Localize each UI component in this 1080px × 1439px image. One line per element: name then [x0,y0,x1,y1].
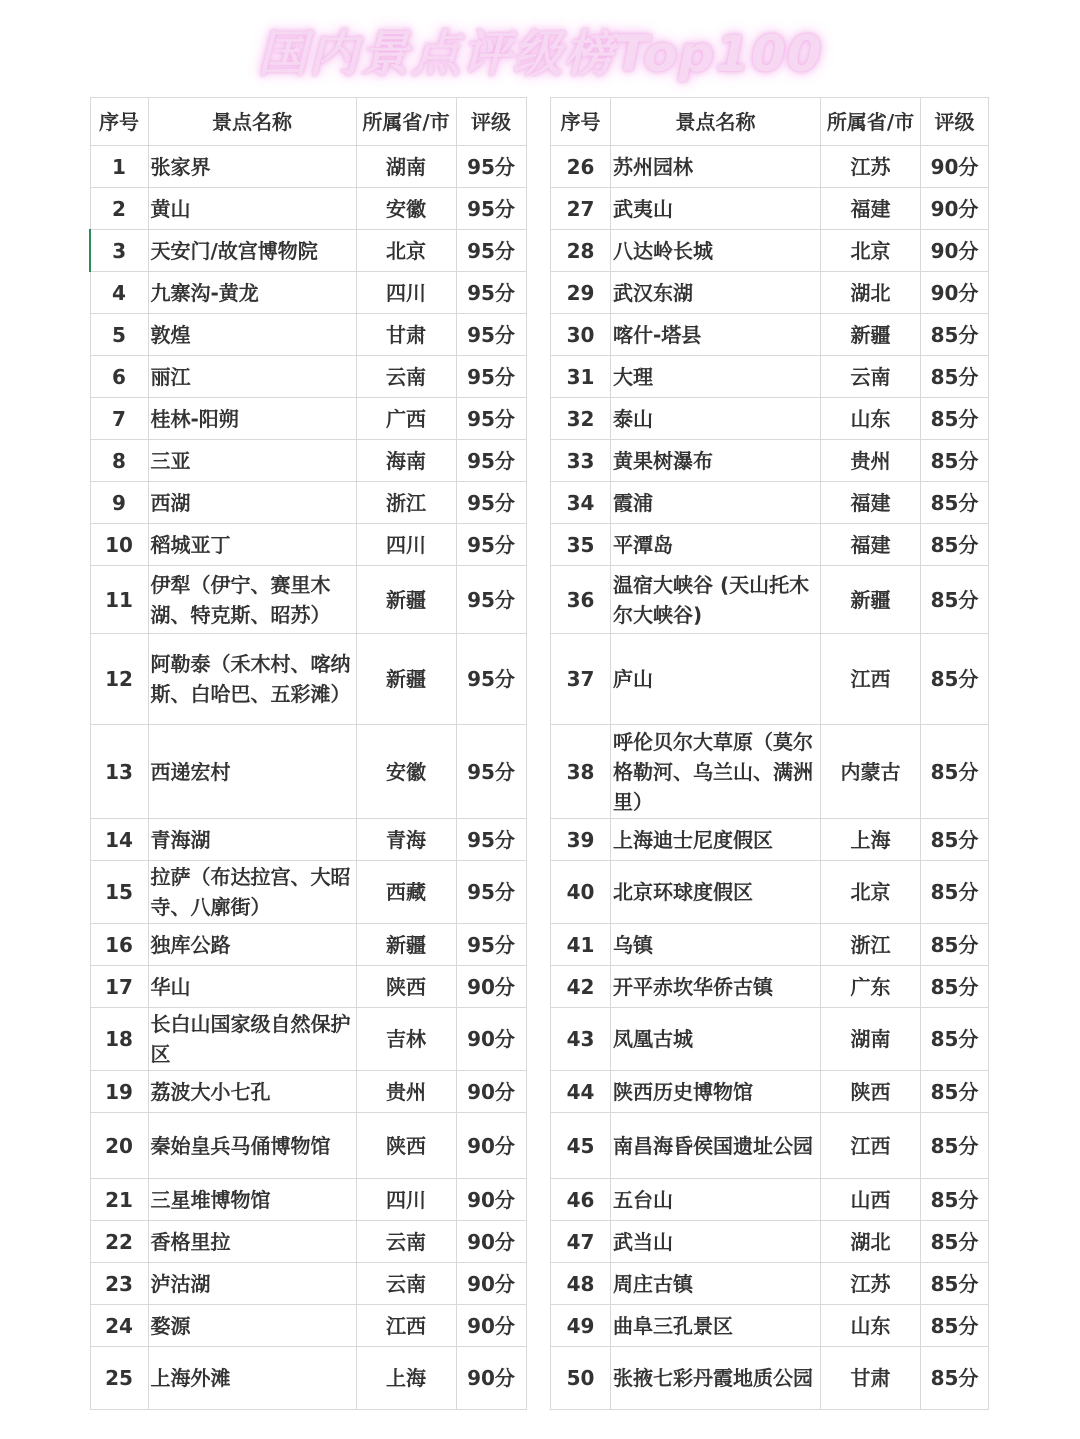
table-row [90,861,526,924]
province-cell: 江苏 [821,146,921,188]
grade-cell: 90分 [456,1221,526,1263]
attraction-name-cell: 北京环球度假区 [611,861,821,924]
table-row [90,1113,526,1179]
attraction-name-cell: 张家界 [148,146,356,188]
table-row [90,188,526,230]
province-cell: 山东 [821,398,921,440]
province-cell: 新疆 [821,566,921,634]
province-cell: 云南 [821,356,921,398]
province-cell: 福建 [821,524,921,566]
province-cell: 福建 [821,188,921,230]
province-cell: 贵州 [821,440,921,482]
grade-cell: 95分 [456,924,526,966]
province-cell: 内蒙古 [821,725,921,819]
table-row [551,1263,989,1305]
rank-cell: 48 [551,1263,611,1305]
table-row [551,272,989,314]
table-row [90,924,526,966]
rank-cell: 19 [90,1071,148,1113]
rank-cell: 7 [90,398,148,440]
attraction-name-cell: 西递宏村 [148,725,356,819]
attraction-name-cell: 上海迪士尼度假区 [611,819,821,861]
attraction-name-cell: 平潭岛 [611,524,821,566]
province-cell: 湖北 [821,272,921,314]
attraction-name-cell: 五台山 [611,1179,821,1221]
rank-cell: 20 [90,1113,148,1179]
rank-cell: 2 [90,188,148,230]
rank-cell: 3 [90,230,148,272]
header-name: 景点名称 [148,98,356,146]
attraction-name-cell: 婺源 [148,1305,356,1347]
table-row [90,634,526,725]
attraction-name-cell: 陕西历史博物馆 [611,1071,821,1113]
province-cell: 上海 [356,1347,456,1410]
table-row [90,314,526,356]
province-cell: 四川 [356,524,456,566]
table-row [90,482,526,524]
province-cell: 上海 [821,819,921,861]
province-cell: 福建 [821,482,921,524]
rank-cell: 50 [551,1347,611,1410]
rank-cell: 5 [90,314,148,356]
grade-cell: 90分 [456,1113,526,1179]
province-cell: 云南 [356,356,456,398]
rank-cell: 4 [90,272,148,314]
header-row [551,98,989,146]
grade-cell: 95分 [456,440,526,482]
attraction-name-cell: 秦始皇兵马俑博物馆 [148,1113,356,1179]
grade-cell: 85分 [921,314,989,356]
attraction-name-cell: 庐山 [611,634,821,725]
grade-cell: 95分 [456,272,526,314]
grade-cell: 85分 [921,482,989,524]
province-cell: 广西 [356,398,456,440]
rank-cell: 9 [90,482,148,524]
province-cell: 四川 [356,1179,456,1221]
attraction-name-cell: 阿勒泰（禾木村、喀纳斯、白哈巴、五彩滩） [148,634,356,725]
table-row [551,356,989,398]
header-grade: 评级 [921,98,989,146]
rank-cell: 39 [551,819,611,861]
province-cell: 北京 [821,230,921,272]
province-cell: 山西 [821,1179,921,1221]
attraction-name-cell: 大理 [611,356,821,398]
grade-cell: 85分 [921,566,989,634]
grade-cell: 90分 [921,272,989,314]
rank-cell: 29 [551,272,611,314]
rank-cell: 12 [90,634,148,725]
ranking-table-right [550,97,989,1410]
province-cell: 浙江 [821,924,921,966]
attraction-name-cell: 三星堆博物馆 [148,1179,356,1221]
grade-cell: 95分 [456,524,526,566]
grade-cell: 85分 [921,524,989,566]
attraction-name-cell: 天安门/故宫博物院 [148,230,356,272]
table-row [90,725,526,819]
table-row [90,398,526,440]
attraction-name-cell: 长白山国家级自然保护区 [148,1008,356,1071]
table-row [551,1008,989,1071]
province-cell: 陕西 [356,966,456,1008]
attraction-name-cell: 开平赤坎华侨古镇 [611,966,821,1008]
table-row [551,398,989,440]
table-row [551,1305,989,1347]
rank-cell: 16 [90,924,148,966]
province-cell: 西藏 [356,861,456,924]
attraction-name-cell: 丽江 [148,356,356,398]
rank-cell: 8 [90,440,148,482]
province-cell: 湖南 [356,146,456,188]
attraction-name-cell: 南昌海昏侯国遗址公园 [611,1113,821,1179]
rank-cell: 43 [551,1008,611,1071]
attraction-name-cell: 乌镇 [611,924,821,966]
attraction-name-cell: 拉萨（布达拉宫、大昭寺、八廓街） [148,861,356,924]
attraction-name-cell: 苏州园林 [611,146,821,188]
rank-cell: 45 [551,1113,611,1179]
rank-cell: 15 [90,861,148,924]
attraction-name-cell: 青海湖 [148,819,356,861]
header-province: 所属省/市 [821,98,921,146]
grade-cell: 85分 [921,1347,989,1410]
rank-cell: 47 [551,1221,611,1263]
province-cell: 江西 [821,1113,921,1179]
province-cell: 新疆 [356,634,456,725]
table-row [90,1305,526,1347]
attraction-name-cell: 九寨沟-黄龙 [148,272,356,314]
attraction-name-cell: 稻城亚丁 [148,524,356,566]
grade-cell: 95分 [456,398,526,440]
attraction-name-cell: 凤凰古城 [611,1008,821,1071]
table-row [90,1008,526,1071]
rank-cell: 18 [90,1008,148,1071]
province-cell: 江西 [821,634,921,725]
table-row [551,440,989,482]
table-row [551,819,989,861]
table-row [551,725,989,819]
rank-cell: 6 [90,356,148,398]
attraction-name-cell: 喀什-塔县 [611,314,821,356]
rank-cell: 28 [551,230,611,272]
grade-cell: 85分 [921,398,989,440]
province-cell: 安徽 [356,725,456,819]
table-row [90,146,526,188]
province-cell: 青海 [356,819,456,861]
table-row [551,146,989,188]
attraction-name-cell: 香格里拉 [148,1221,356,1263]
table-row [551,566,989,634]
rank-cell: 17 [90,966,148,1008]
province-cell: 北京 [356,230,456,272]
table-row [90,966,526,1008]
rank-cell: 37 [551,634,611,725]
grade-cell: 85分 [921,1263,989,1305]
province-cell: 新疆 [356,924,456,966]
grade-cell: 85分 [921,966,989,1008]
attraction-name-cell: 敦煌 [148,314,356,356]
attraction-name-cell: 独库公路 [148,924,356,966]
grade-cell: 95分 [456,230,526,272]
table-row [551,230,989,272]
table-row [551,314,989,356]
province-cell: 云南 [356,1221,456,1263]
province-cell: 浙江 [356,482,456,524]
province-cell: 北京 [821,861,921,924]
rank-cell: 49 [551,1305,611,1347]
rank-cell: 21 [90,1179,148,1221]
grade-cell: 95分 [456,819,526,861]
header-row [90,98,526,146]
table-row [90,1179,526,1221]
table-row [551,1071,989,1113]
grade-cell: 85分 [921,440,989,482]
rank-cell: 1 [90,146,148,188]
province-cell: 吉林 [356,1008,456,1071]
grade-cell: 90分 [921,146,989,188]
attraction-name-cell: 三亚 [148,440,356,482]
attraction-name-cell: 霞浦 [611,482,821,524]
rank-cell: 44 [551,1071,611,1113]
attraction-name-cell: 黄果树瀑布 [611,440,821,482]
grade-cell: 85分 [921,861,989,924]
province-cell: 四川 [356,272,456,314]
rank-cell: 11 [90,566,148,634]
grade-cell: 85分 [921,819,989,861]
rank-cell: 36 [551,566,611,634]
table-row [551,524,989,566]
rank-cell: 38 [551,725,611,819]
table-row [551,188,989,230]
province-cell: 新疆 [821,314,921,356]
attraction-name-cell: 上海外滩 [148,1347,356,1410]
table-row [90,1347,526,1410]
rank-cell: 41 [551,924,611,966]
grade-cell: 95分 [456,634,526,725]
grade-cell: 95分 [456,725,526,819]
grade-cell: 95分 [456,314,526,356]
attraction-name-cell: 武夷山 [611,188,821,230]
grade-cell: 95分 [456,482,526,524]
table-row [551,1347,989,1410]
grade-cell: 85分 [921,356,989,398]
table-row [90,819,526,861]
rank-cell: 27 [551,188,611,230]
table-row [551,924,989,966]
attraction-name-cell: 温宿大峡谷 (天山托木尔大峡谷) [611,566,821,634]
grade-cell: 95分 [456,566,526,634]
table-row [90,566,526,634]
rank-cell: 40 [551,861,611,924]
table-row [90,440,526,482]
attraction-name-cell: 呼伦贝尔大草原（莫尔格勒河、乌兰山、满洲里） [611,725,821,819]
rank-cell: 32 [551,398,611,440]
province-cell: 甘肃 [356,314,456,356]
grade-cell: 85分 [921,634,989,725]
rank-cell: 10 [90,524,148,566]
grade-cell: 95分 [456,146,526,188]
grade-cell: 90分 [456,1179,526,1221]
attraction-name-cell: 武当山 [611,1221,821,1263]
attraction-name-cell: 泰山 [611,398,821,440]
rank-cell: 34 [551,482,611,524]
attraction-name-cell: 桂林-阳朔 [148,398,356,440]
grade-cell: 90分 [456,1008,526,1071]
header-no: 序号 [90,98,148,146]
grade-cell: 85分 [921,1071,989,1113]
rank-cell: 31 [551,356,611,398]
table-row [551,1179,989,1221]
table-row [551,634,989,725]
grade-cell: 90分 [456,966,526,1008]
table-row [90,1263,526,1305]
attraction-name-cell: 曲阜三孔景区 [611,1305,821,1347]
table-row [551,861,989,924]
province-cell: 湖北 [821,1221,921,1263]
attraction-name-cell: 西湖 [148,482,356,524]
attraction-name-cell: 武汉东湖 [611,272,821,314]
rank-cell: 25 [90,1347,148,1410]
province-cell: 山东 [821,1305,921,1347]
rank-cell: 14 [90,819,148,861]
rank-cell: 30 [551,314,611,356]
page-title: 国内景点评级榜Top100 [257,25,823,83]
attraction-name-cell: 周庄古镇 [611,1263,821,1305]
province-cell: 湖南 [821,1008,921,1071]
table-row [551,1113,989,1179]
header-no: 序号 [551,98,611,146]
grade-cell: 90分 [456,1071,526,1113]
table-row [90,1071,526,1113]
rank-cell: 35 [551,524,611,566]
grade-cell: 85分 [921,1179,989,1221]
grade-cell: 85分 [921,1221,989,1263]
province-cell: 贵州 [356,1071,456,1113]
rank-cell: 46 [551,1179,611,1221]
table-row [551,966,989,1008]
attraction-name-cell: 张掖七彩丹霞地质公园 [611,1347,821,1410]
province-cell: 安徽 [356,188,456,230]
table-row [90,524,526,566]
grade-cell: 85分 [921,725,989,819]
province-cell: 甘肃 [821,1347,921,1410]
grade-cell: 90分 [456,1263,526,1305]
grade-cell: 90分 [456,1305,526,1347]
attraction-name-cell: 华山 [148,966,356,1008]
table-row [90,1221,526,1263]
grade-cell: 85分 [921,924,989,966]
grade-cell: 95分 [456,188,526,230]
table-row [551,1221,989,1263]
table-row [90,272,526,314]
province-cell: 陕西 [356,1113,456,1179]
grade-cell: 90分 [921,188,989,230]
province-cell: 江西 [356,1305,456,1347]
rank-cell: 13 [90,725,148,819]
grade-cell: 85分 [921,1008,989,1071]
grade-cell: 95分 [456,356,526,398]
header-province: 所属省/市 [356,98,456,146]
attraction-name-cell: 泸沽湖 [148,1263,356,1305]
attraction-name-cell: 八达岭长城 [611,230,821,272]
province-cell: 云南 [356,1263,456,1305]
province-cell: 陕西 [821,1071,921,1113]
attraction-name-cell: 黄山 [148,188,356,230]
header-name: 景点名称 [611,98,821,146]
rank-cell: 24 [90,1305,148,1347]
attraction-name-cell: 伊犁（伊宁、赛里木湖、特克斯、昭苏） [148,566,356,634]
attraction-name-cell: 荔波大小七孔 [148,1071,356,1113]
rank-cell: 22 [90,1221,148,1263]
header-grade: 评级 [456,98,526,146]
table-row [551,482,989,524]
grade-cell: 90分 [921,230,989,272]
table-row [90,230,526,272]
ranking-table-left [89,97,527,1410]
grade-cell: 85分 [921,1113,989,1179]
rank-cell: 26 [551,146,611,188]
grade-cell: 90分 [456,1347,526,1410]
table-row [90,356,526,398]
province-cell: 海南 [356,440,456,482]
grade-cell: 95分 [456,861,526,924]
rank-cell: 42 [551,966,611,1008]
province-cell: 江苏 [821,1263,921,1305]
province-cell: 新疆 [356,566,456,634]
province-cell: 广东 [821,966,921,1008]
rank-cell: 23 [90,1263,148,1305]
grade-cell: 85分 [921,1305,989,1347]
rank-cell: 33 [551,440,611,482]
